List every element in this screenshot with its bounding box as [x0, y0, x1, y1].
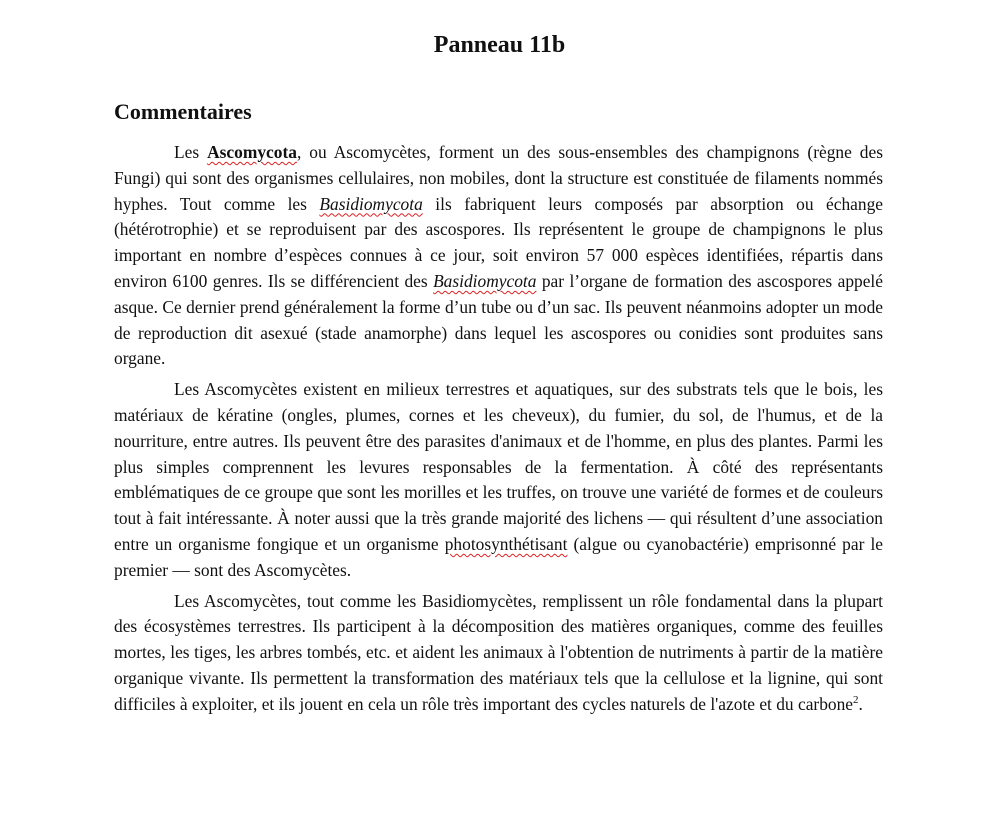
term-ascomycota: Ascomycota: [207, 142, 297, 162]
p1-text-0: Les: [174, 142, 208, 162]
footnote-ref: 2: [853, 693, 859, 706]
term-basidiomycota-1: Basidiomycota: [319, 193, 423, 214]
p3-text-1: .: [858, 693, 863, 714]
document-body: [114, 140, 883, 723]
p2-text-1: (algue ou cyanobactérie) emprisonné par le premier — sont des Ascomycètes.: [114, 533, 883, 580]
p3-text-0: Les Ascomycètes, tout comme les Basidiomycètes, remplissent un rôle fondamental dans la plupart des écosystèmes terrestres. Ils participent à la décomposition des matières organiques, comme des feuilles mortes, les tiges, les arbres tombés, etc. et aident les animaux à l'obtention de nutriments à partir de la matière organique vivante. Ils permettent la transformation des matériaux tels que la cellulose et la lignine, qui sont difficiles à exploiter, et ils jouent en cela un rôle très important des cycles naturels de l'azote et du carbone: [114, 590, 883, 714]
p1-text-2: ils fabriquent leurs composés par absorption ou échange (hétérotrophie) et se reproduisent par des ascospores. Ils représentent le groupe de champignons le plus important en nombre d’espèces connues à ce jour, soit environ 57 000 espèces identifiées, répartis dans environ 6100 genres. Ils se différencient des: [114, 193, 884, 291]
p1-text-3: par l’organe de formation des ascospores appelé asque. Ce dernier prend généralement la forme d’un tube ou d’un sac. Ils peuvent néanmoins adopter un mode de reproduction dit asexué (stade anamorphe) dans lequel les ascospores ou conidies sont produites sans organe.: [114, 270, 883, 369]
p2-text-0: Les Ascomycètes existent en milieux terrestres et aquatiques, sur des substrats tels que le bois, les matériaux de kératine (ongles, plumes, cornes et les cheveux), du fumier, du sol, de l'humus, et de la nourriture, entre autres. Ils peuvent être des parasites d'animaux et de l'homme, en plus des plantes. Parmi les plus simples comprennent les levures responsables de la fermentation. À côté des représentants emblématiques de ce groupe que sont les morilles et les truffes, on trouve une variété de formes et de couleurs tout à fait intéressante. À noter aussi que la très grande majorité des lichens — qui résultent d’une association entre un organisme fongique et un organisme: [114, 379, 883, 554]
page-title: Panneau 11b: [433, 32, 566, 58]
p1-text-1: , ou Ascomycètes, forment un des sous-ensembles des champignons (règne des Fungi) qui sont des organismes cellulaires, non mobiles, dont la structure est constituée de filaments nommés hyphes. Tout comme les: [114, 142, 883, 214]
paragraph-1: [114, 140, 883, 372]
paragraph-3: [114, 589, 883, 718]
term-photosynthetisant: photosynthétisant: [444, 533, 568, 554]
term-basidiomycota-2: Basidiomycota: [433, 270, 537, 291]
paragraph-2: [114, 377, 883, 583]
section-heading: Commentaires: [114, 99, 252, 124]
